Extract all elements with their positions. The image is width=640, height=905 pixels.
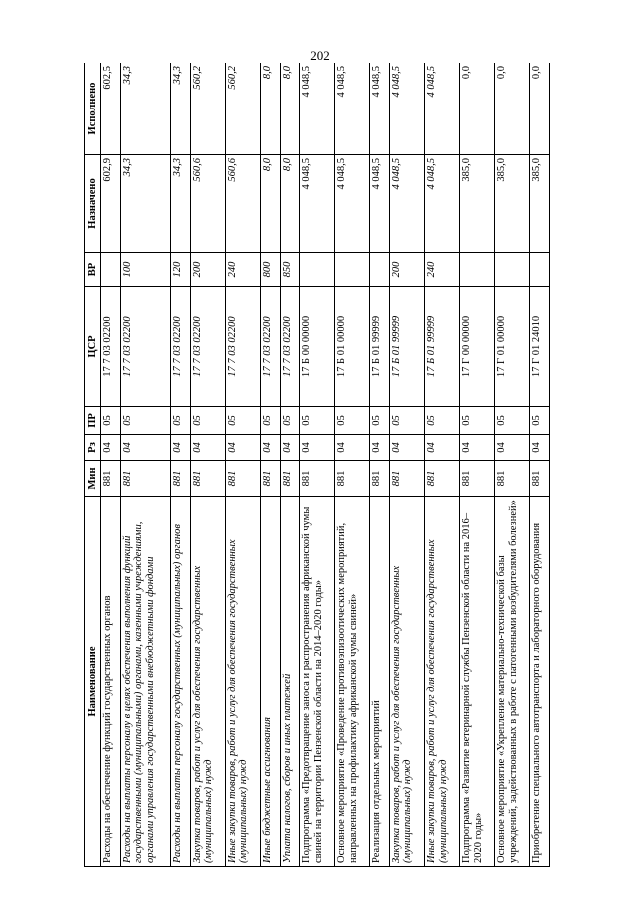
cell-csr: 17 7 03 02200 bbox=[280, 287, 300, 407]
cell-assigned: 8,0 bbox=[260, 155, 280, 253]
header-executed: Исполнено bbox=[85, 63, 101, 155]
cell-executed: 4 048,5 bbox=[389, 63, 424, 155]
cell-csr: 17 Г 01 24010 bbox=[530, 287, 550, 407]
cell-vr bbox=[335, 253, 370, 287]
cell-assigned: 560,6 bbox=[225, 155, 260, 253]
cell-pr: 05 bbox=[300, 407, 335, 435]
cell-min: 881 bbox=[171, 461, 191, 497]
cell-min: 881 bbox=[300, 461, 335, 497]
cell-csr: 17 7 03 02200 bbox=[171, 287, 191, 407]
header-assigned: Назначено bbox=[85, 155, 101, 253]
budget-table bbox=[84, 63, 550, 867]
cell-executed: 560,2 bbox=[225, 63, 260, 155]
cell-vr: 120 bbox=[171, 253, 191, 287]
cell-rz: 04 bbox=[101, 435, 121, 461]
cell-assigned: 4 048,5 bbox=[335, 155, 370, 253]
table-row bbox=[260, 63, 280, 867]
cell-vr: 240 bbox=[425, 253, 460, 287]
cell-min: 881 bbox=[370, 461, 390, 497]
cell-name: Закупка товаров, работ и услуг для обеспечения государственных (муниципальных) нужд bbox=[389, 497, 424, 867]
cell-executed: 4 048,5 bbox=[300, 63, 335, 155]
cell-executed: 0,0 bbox=[460, 63, 495, 155]
cell-name: Иные закупки товаров, работ и услуг для обеспечения государственных (муниципальных) нужд bbox=[225, 497, 260, 867]
cell-csr: 17 7 03 02200 bbox=[190, 287, 225, 407]
cell-executed: 34,3 bbox=[171, 63, 191, 155]
cell-executed: 4 048,5 bbox=[425, 63, 460, 155]
cell-vr: 850 bbox=[280, 253, 300, 287]
cell-name: Основное мероприятие «Проведение противоэпизоотических мероприятий, направленных на профилактику африканской чумы свиней» bbox=[335, 497, 370, 867]
cell-assigned: 4 048,5 bbox=[370, 155, 390, 253]
cell-min: 881 bbox=[425, 461, 460, 497]
cell-csr: 17 Г 01 00000 bbox=[495, 287, 530, 407]
cell-assigned: 34,3 bbox=[120, 155, 171, 253]
cell-min: 881 bbox=[120, 461, 171, 497]
table-row bbox=[425, 63, 460, 867]
table-row bbox=[101, 63, 121, 867]
cell-csr: 17 7 03 02200 bbox=[260, 287, 280, 407]
cell-executed: 0,0 bbox=[495, 63, 530, 155]
cell-name: Приобретение специального автотранспорта и лабораторного оборудования bbox=[530, 497, 550, 867]
cell-pr: 05 bbox=[101, 407, 121, 435]
cell-pr: 05 bbox=[280, 407, 300, 435]
page-number: 202 bbox=[310, 48, 330, 63]
cell-name: Подпрограмма «Предотвращение заноса и распространения африканской чумы свиней на территории Пензенской области на 2014–2020 годы» bbox=[300, 497, 335, 867]
cell-rz: 04 bbox=[280, 435, 300, 461]
cell-min: 881 bbox=[335, 461, 370, 497]
cell-assigned: 385,0 bbox=[530, 155, 550, 253]
cell-assigned: 4 048,5 bbox=[389, 155, 424, 253]
cell-rz: 04 bbox=[425, 435, 460, 461]
cell-vr bbox=[300, 253, 335, 287]
cell-rz: 04 bbox=[335, 435, 370, 461]
cell-min: 881 bbox=[530, 461, 550, 497]
cell-assigned: 385,0 bbox=[460, 155, 495, 253]
cell-pr: 05 bbox=[370, 407, 390, 435]
cell-pr: 05 bbox=[190, 407, 225, 435]
cell-vr bbox=[460, 253, 495, 287]
header-vr: ВР bbox=[85, 253, 101, 287]
cell-vr: 200 bbox=[190, 253, 225, 287]
cell-vr: 240 bbox=[225, 253, 260, 287]
cell-pr: 05 bbox=[460, 407, 495, 435]
cell-min: 881 bbox=[389, 461, 424, 497]
cell-name: Иные бюджетные ассигнования bbox=[260, 497, 280, 867]
header-rz: Рз bbox=[85, 435, 101, 461]
cell-pr: 05 bbox=[171, 407, 191, 435]
cell-min: 881 bbox=[225, 461, 260, 497]
cell-name: Закупка товаров, работ и услуг для обеспечения государственных (муниципальных) нужд bbox=[190, 497, 225, 867]
cell-min: 881 bbox=[495, 461, 530, 497]
cell-csr: 17 Б 01 99999 bbox=[425, 287, 460, 407]
cell-pr: 05 bbox=[389, 407, 424, 435]
cell-assigned: 4 048,5 bbox=[300, 155, 335, 253]
cell-min: 881 bbox=[101, 461, 121, 497]
cell-csr: 17 Б 01 99999 bbox=[389, 287, 424, 407]
cell-rz: 04 bbox=[530, 435, 550, 461]
cell-assigned: 385,0 bbox=[495, 155, 530, 253]
cell-rz: 04 bbox=[300, 435, 335, 461]
cell-vr bbox=[370, 253, 390, 287]
cell-name: Расходы на выплаты персоналу в целях обеспечения выполнения функций государственными (муниципальными) органами, казенными учреждениями, органами управления государственными внебюджетными фондами bbox=[120, 497, 171, 867]
budget-table-container bbox=[84, 63, 550, 867]
cell-assigned: 8,0 bbox=[280, 155, 300, 253]
cell-name: Иные закупки товаров, работ и услуг для обеспечения государственных (муниципальных) нужд bbox=[425, 497, 460, 867]
rotated-page-content bbox=[84, 63, 550, 867]
cell-vr bbox=[530, 253, 550, 287]
table-row bbox=[335, 63, 370, 867]
cell-min: 881 bbox=[190, 461, 225, 497]
cell-rz: 04 bbox=[370, 435, 390, 461]
header-csr: ЦСР bbox=[85, 287, 101, 407]
cell-vr: 200 bbox=[389, 253, 424, 287]
cell-csr: 17 Б 00 00000 bbox=[300, 287, 335, 407]
cell-rz: 04 bbox=[495, 435, 530, 461]
cell-executed: 602,5 bbox=[101, 63, 121, 155]
cell-rz: 04 bbox=[120, 435, 171, 461]
cell-assigned: 602,9 bbox=[101, 155, 121, 253]
table-row bbox=[370, 63, 390, 867]
cell-rz: 04 bbox=[460, 435, 495, 461]
cell-name: Подпрограмма «Развитие ветеринарной службы Пензенской области на 2016–2020 годы» bbox=[460, 497, 495, 867]
table-row bbox=[171, 63, 191, 867]
cell-pr: 05 bbox=[425, 407, 460, 435]
table-row bbox=[495, 63, 530, 867]
table-row bbox=[530, 63, 550, 867]
cell-csr: 17 7 03 02200 bbox=[225, 287, 260, 407]
cell-csr: 17 Г 00 00000 bbox=[460, 287, 495, 407]
cell-csr: 17 7 03 02200 bbox=[101, 287, 121, 407]
cell-pr: 05 bbox=[335, 407, 370, 435]
cell-executed: 0,0 bbox=[530, 63, 550, 155]
cell-vr: 800 bbox=[260, 253, 280, 287]
table-row bbox=[120, 63, 171, 867]
cell-pr: 05 bbox=[530, 407, 550, 435]
header-min: Мин bbox=[85, 461, 101, 497]
cell-pr: 05 bbox=[120, 407, 171, 435]
cell-name: Уплата налогов, сборов и иных платежей bbox=[280, 497, 300, 867]
cell-min: 881 bbox=[280, 461, 300, 497]
cell-assigned: 4 048,5 bbox=[425, 155, 460, 253]
cell-executed: 8,0 bbox=[280, 63, 300, 155]
table-row bbox=[389, 63, 424, 867]
header-name: Наименование bbox=[85, 497, 101, 867]
cell-vr bbox=[101, 253, 121, 287]
cell-assigned: 560,6 bbox=[190, 155, 225, 253]
cell-pr: 05 bbox=[495, 407, 530, 435]
cell-assigned: 34,3 bbox=[171, 155, 191, 253]
cell-executed: 4 048,5 bbox=[335, 63, 370, 155]
cell-name: Расходы на обеспечение функций государственных органов bbox=[101, 497, 121, 867]
cell-rz: 04 bbox=[225, 435, 260, 461]
table-body bbox=[101, 63, 550, 867]
cell-csr: 17 7 03 02200 bbox=[120, 287, 171, 407]
cell-executed: 4 048,5 bbox=[370, 63, 390, 155]
cell-executed: 560,2 bbox=[190, 63, 225, 155]
cell-min: 881 bbox=[460, 461, 495, 497]
cell-min: 881 bbox=[260, 461, 280, 497]
table-row bbox=[190, 63, 225, 867]
cell-csr: 17 Б 01 00000 bbox=[335, 287, 370, 407]
table-row bbox=[225, 63, 260, 867]
cell-pr: 05 bbox=[260, 407, 280, 435]
cell-name: Расходы на выплаты персоналу государственных (муниципальных) органов bbox=[171, 497, 191, 867]
table-row bbox=[300, 63, 335, 867]
cell-pr: 05 bbox=[225, 407, 260, 435]
cell-csr: 17 Б 01 99999 bbox=[370, 287, 390, 407]
table-header-row bbox=[85, 63, 101, 867]
header-pr: ПР bbox=[85, 407, 101, 435]
cell-rz: 04 bbox=[389, 435, 424, 461]
cell-name: Реализация отдельных мероприятий bbox=[370, 497, 390, 867]
cell-name: Основное мероприятие «Укрепление материально-технической базы учреждений, задействованных в работе с патогенными возбудителями болезней» bbox=[495, 497, 530, 867]
cell-vr bbox=[495, 253, 530, 287]
cell-rz: 04 bbox=[260, 435, 280, 461]
cell-executed: 8,0 bbox=[260, 63, 280, 155]
table-row bbox=[280, 63, 300, 867]
cell-vr: 100 bbox=[120, 253, 171, 287]
table-row bbox=[460, 63, 495, 867]
cell-rz: 04 bbox=[190, 435, 225, 461]
cell-executed: 34,3 bbox=[120, 63, 171, 155]
cell-rz: 04 bbox=[171, 435, 191, 461]
